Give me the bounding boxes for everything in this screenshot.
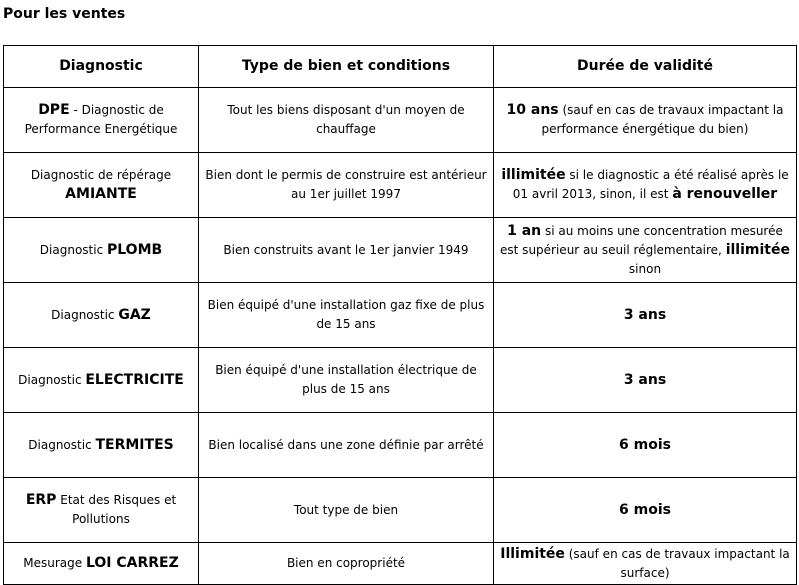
diagnostic-desc: Mesurage xyxy=(23,556,86,570)
table-row xyxy=(4,218,797,283)
diagnostic-desc: Diagnostic xyxy=(39,242,107,257)
page-title: Pour les ventes xyxy=(3,6,126,22)
table-row xyxy=(4,283,797,348)
validity-note: si au moins une concentration mesurée est supérieur au seuil réglementaire, xyxy=(500,223,783,257)
validity-main-2: à renouveller xyxy=(672,186,778,202)
diagnostic-cell xyxy=(4,543,199,585)
diagnostic-cell xyxy=(4,218,199,283)
table-row xyxy=(4,153,797,218)
type-cell: Bien équipé d'une installation gaz fixe de plus de 15 ans xyxy=(199,283,494,348)
column-header-diagnostic: Diagnostic xyxy=(4,46,199,88)
diagnostic-desc: - Diagnostic de Performance Energétique xyxy=(24,103,178,136)
diagnostic-desc: Diagnostic de répérage xyxy=(30,168,172,182)
type-cell: Tout les biens disposant d'un moyen de chauffage xyxy=(199,88,494,153)
diagnostic-desc: Diagnostic xyxy=(51,307,119,322)
type-cell: Bien en copropriété xyxy=(199,543,494,585)
table-row xyxy=(4,413,797,478)
table-row xyxy=(4,543,797,585)
type-cell: Tout type de bien xyxy=(199,478,494,543)
diagnostic-name: GAZ xyxy=(118,306,151,323)
diagnostic-name: DPE xyxy=(38,102,70,118)
table-row xyxy=(4,88,797,153)
validity-cell xyxy=(494,88,797,153)
table-row xyxy=(4,348,797,413)
validity-cell xyxy=(494,283,797,348)
diagnostic-name: TERMITES xyxy=(95,436,174,453)
validity-cell xyxy=(494,153,797,218)
diagnostic-name: PLOMB xyxy=(107,241,163,258)
diagnostic-name: ELECTRICITE xyxy=(85,371,184,388)
validity-main: 3 ans xyxy=(623,371,667,388)
diagnostic-cell xyxy=(4,88,199,153)
validity-main-2: illimitée xyxy=(725,241,790,258)
column-header-validity: Durée de validité xyxy=(494,46,797,88)
diagnostic-desc: Etat des Risques et Pollutions xyxy=(56,493,177,526)
validity-note: (sauf en cas de travaux impactant la performance énergétique du bien) xyxy=(541,103,784,136)
validity-cell xyxy=(494,543,797,585)
validity-note: si le diagnostic a été réalisé après le 01 avril 2013, sinon, il est xyxy=(512,168,789,201)
table-header-row xyxy=(4,46,797,88)
diagnostic-name: LOI CARREZ xyxy=(85,555,179,571)
validity-main: 10 ans xyxy=(506,102,559,118)
diagnostic-cell xyxy=(4,283,199,348)
validity-main: 6 mois xyxy=(619,436,671,453)
validity-main: 6 mois xyxy=(619,501,671,518)
diagnostic-cell xyxy=(4,413,199,478)
type-cell: Bien dont le permis de construire est antérieur au 1er juillet 1997 xyxy=(199,153,494,218)
type-cell: Bien localisé dans une zone définie par arrêté xyxy=(199,413,494,478)
validity-cell xyxy=(494,218,797,283)
type-cell: Bien construits avant le 1er janvier 1949 xyxy=(199,218,494,283)
diagnostic-desc: Diagnostic xyxy=(18,372,86,387)
validity-main: illimitée xyxy=(501,167,566,183)
validity-main: Illimitée xyxy=(500,545,565,562)
diagnostic-cell xyxy=(4,478,199,543)
validity-note: (sauf en cas de travaux impactant la surface) xyxy=(564,546,790,580)
validity-main: 3 ans xyxy=(623,306,667,323)
diagnostics-table xyxy=(3,45,797,585)
validity-cell xyxy=(494,348,797,413)
diagnostic-cell xyxy=(4,153,199,218)
validity-cell xyxy=(494,413,797,478)
validity-main: 1 an xyxy=(507,222,542,239)
column-header-type: Type de bien et conditions xyxy=(199,46,494,88)
diagnostic-name: ERP xyxy=(25,492,57,508)
validity-cell xyxy=(494,478,797,543)
validity-note-2: sinon xyxy=(628,261,662,276)
type-cell: Bien équipé d'une installation électrique de plus de 15 ans xyxy=(199,348,494,413)
diagnostic-cell xyxy=(4,348,199,413)
diagnostic-desc: Diagnostic xyxy=(28,437,96,452)
diagnostic-name: AMIANTE xyxy=(65,186,137,202)
table-row xyxy=(4,478,797,543)
